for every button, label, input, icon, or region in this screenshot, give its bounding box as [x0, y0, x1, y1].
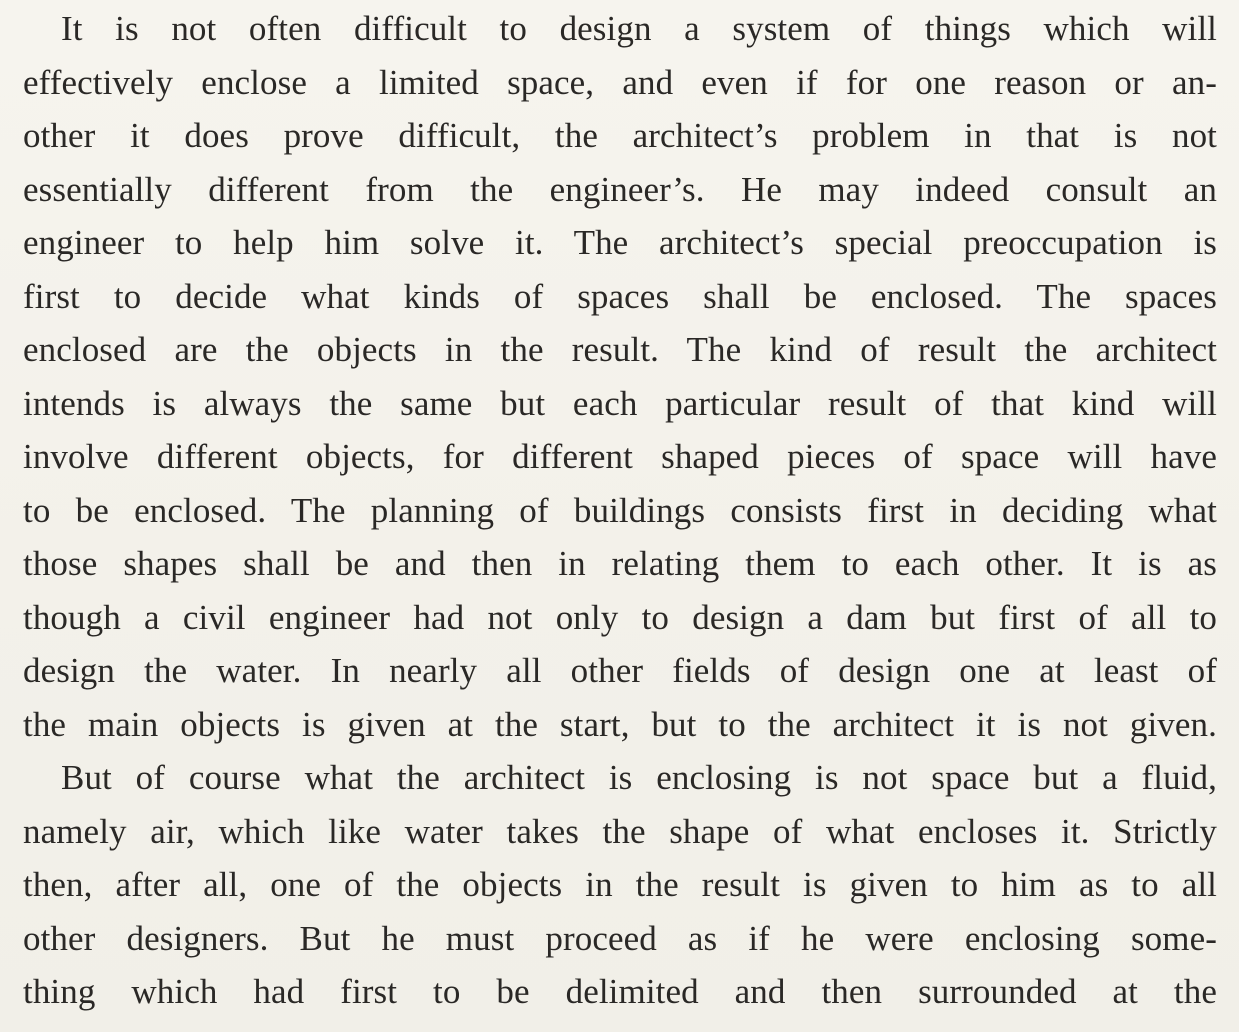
text-line: effectively enclose a limited space, and even if for one reason or an- [23, 62, 1217, 102]
text-line: those shapes shall be and then in relating them to each other. It is as [23, 544, 1217, 583]
text-line: other it does prove difficult, the architect’s problem in that is not [23, 116, 1217, 155]
text-line: then, after all, one of the objects in the result is given to him as to all [23, 865, 1217, 904]
text-line: other designers. But he must proceed as if he were enclosing some- [23, 918, 1217, 958]
text-line: involve different objects, for different shaped pieces of space will have [23, 437, 1217, 476]
text-line: engineer to help him solve it. The architect’s special preoccupation is [23, 223, 1217, 262]
text-line: But of course what the architect is enclosing is not space but a fluid, [61, 758, 1217, 797]
text-line: enclosed are the objects in the result. The kind of result the architect [23, 330, 1217, 369]
text-line: essentially different from the engineer’s. He may indeed consult an [23, 169, 1217, 209]
text-line: the main objects is given at the start, but to the architect it is not given. [23, 704, 1217, 744]
text-line: design the water. In nearly all other fields of design one at least of [23, 651, 1217, 690]
text-line: It is not often difficult to design a system of things which will [61, 9, 1217, 48]
text-line: first to decide what kinds of spaces shall be enclosed. The spaces [23, 276, 1217, 316]
body-text [23, 2, 1217, 1019]
text-line: though a civil engineer had not only to design a dam but first of all to [23, 597, 1217, 637]
text-line: to be enclosed. The planning of buildings consists first in deciding what [23, 490, 1217, 530]
text-line: thing which had first to be delimited and then surrounded at the [23, 972, 1217, 1011]
text-line: namely air, which like water takes the shape of what encloses it. Strictly [23, 811, 1217, 851]
text-line: intends is always the same but each particular result of that kind will [23, 383, 1217, 423]
